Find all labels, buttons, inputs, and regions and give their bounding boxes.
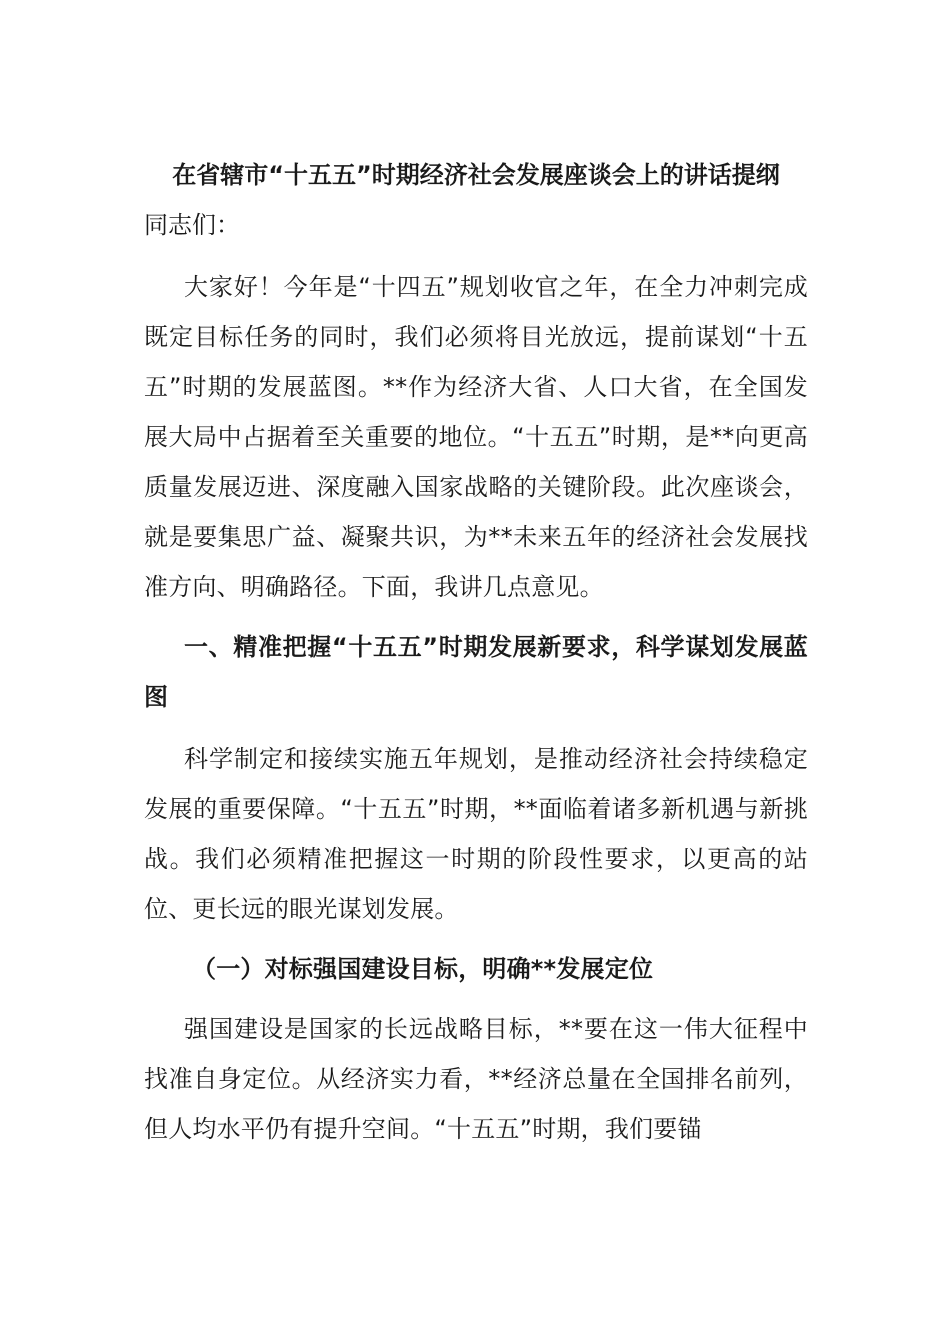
document-title: 在省辖市“十五五”时期经济社会发展座谈会上的讲话提纲 (172, 161, 780, 189)
document-body (144, 150, 808, 1164)
section-heading-1: 一、精准把握“十五五”时期发展新要求，科学谋划发展蓝图 (144, 633, 808, 711)
subsection-1-paragraph: 强国建设是国家的长远战略目标，**要在这一伟大征程中找准自身定位。从经济实力看，**经济总量在全国排名前列，但人均水平仍有提升空间。“十五五”时期，我们要锚 (144, 1015, 808, 1143)
section-1-paragraph: 科学制定和接续实施五年规划，是推动经济社会持续稳定发展的重要保障。“十五五”时期，**面临着诸多新机遇与新挑战。我们必须精准把握这一时期的阶段性要求，以更高的站位、更长远的眼光谋划发展。 (144, 745, 808, 923)
salutation: 同志们： (144, 211, 240, 239)
subsection-heading-1: （一）对标强国建设目标，明确**发展定位 (192, 955, 654, 983)
intro-paragraph: 大家好！今年是“十四五”规划收官之年，在全力冲刺完成既定目标任务的同时，我们必须将目光放远，提前谋划“十五五”时期的发展蓝图。**作为经济大省、人口大省，在全国发展大局中占据着至关重要的地位。“十五五”时期，是**向更高质量发展迈进、深度融入国家战略的关键阶段。此次座谈会，就是要集思广益、凝聚共识，为**未来五年的经济社会发展找准方向、明确路径。下面，我讲几点意见。 (144, 273, 808, 601)
